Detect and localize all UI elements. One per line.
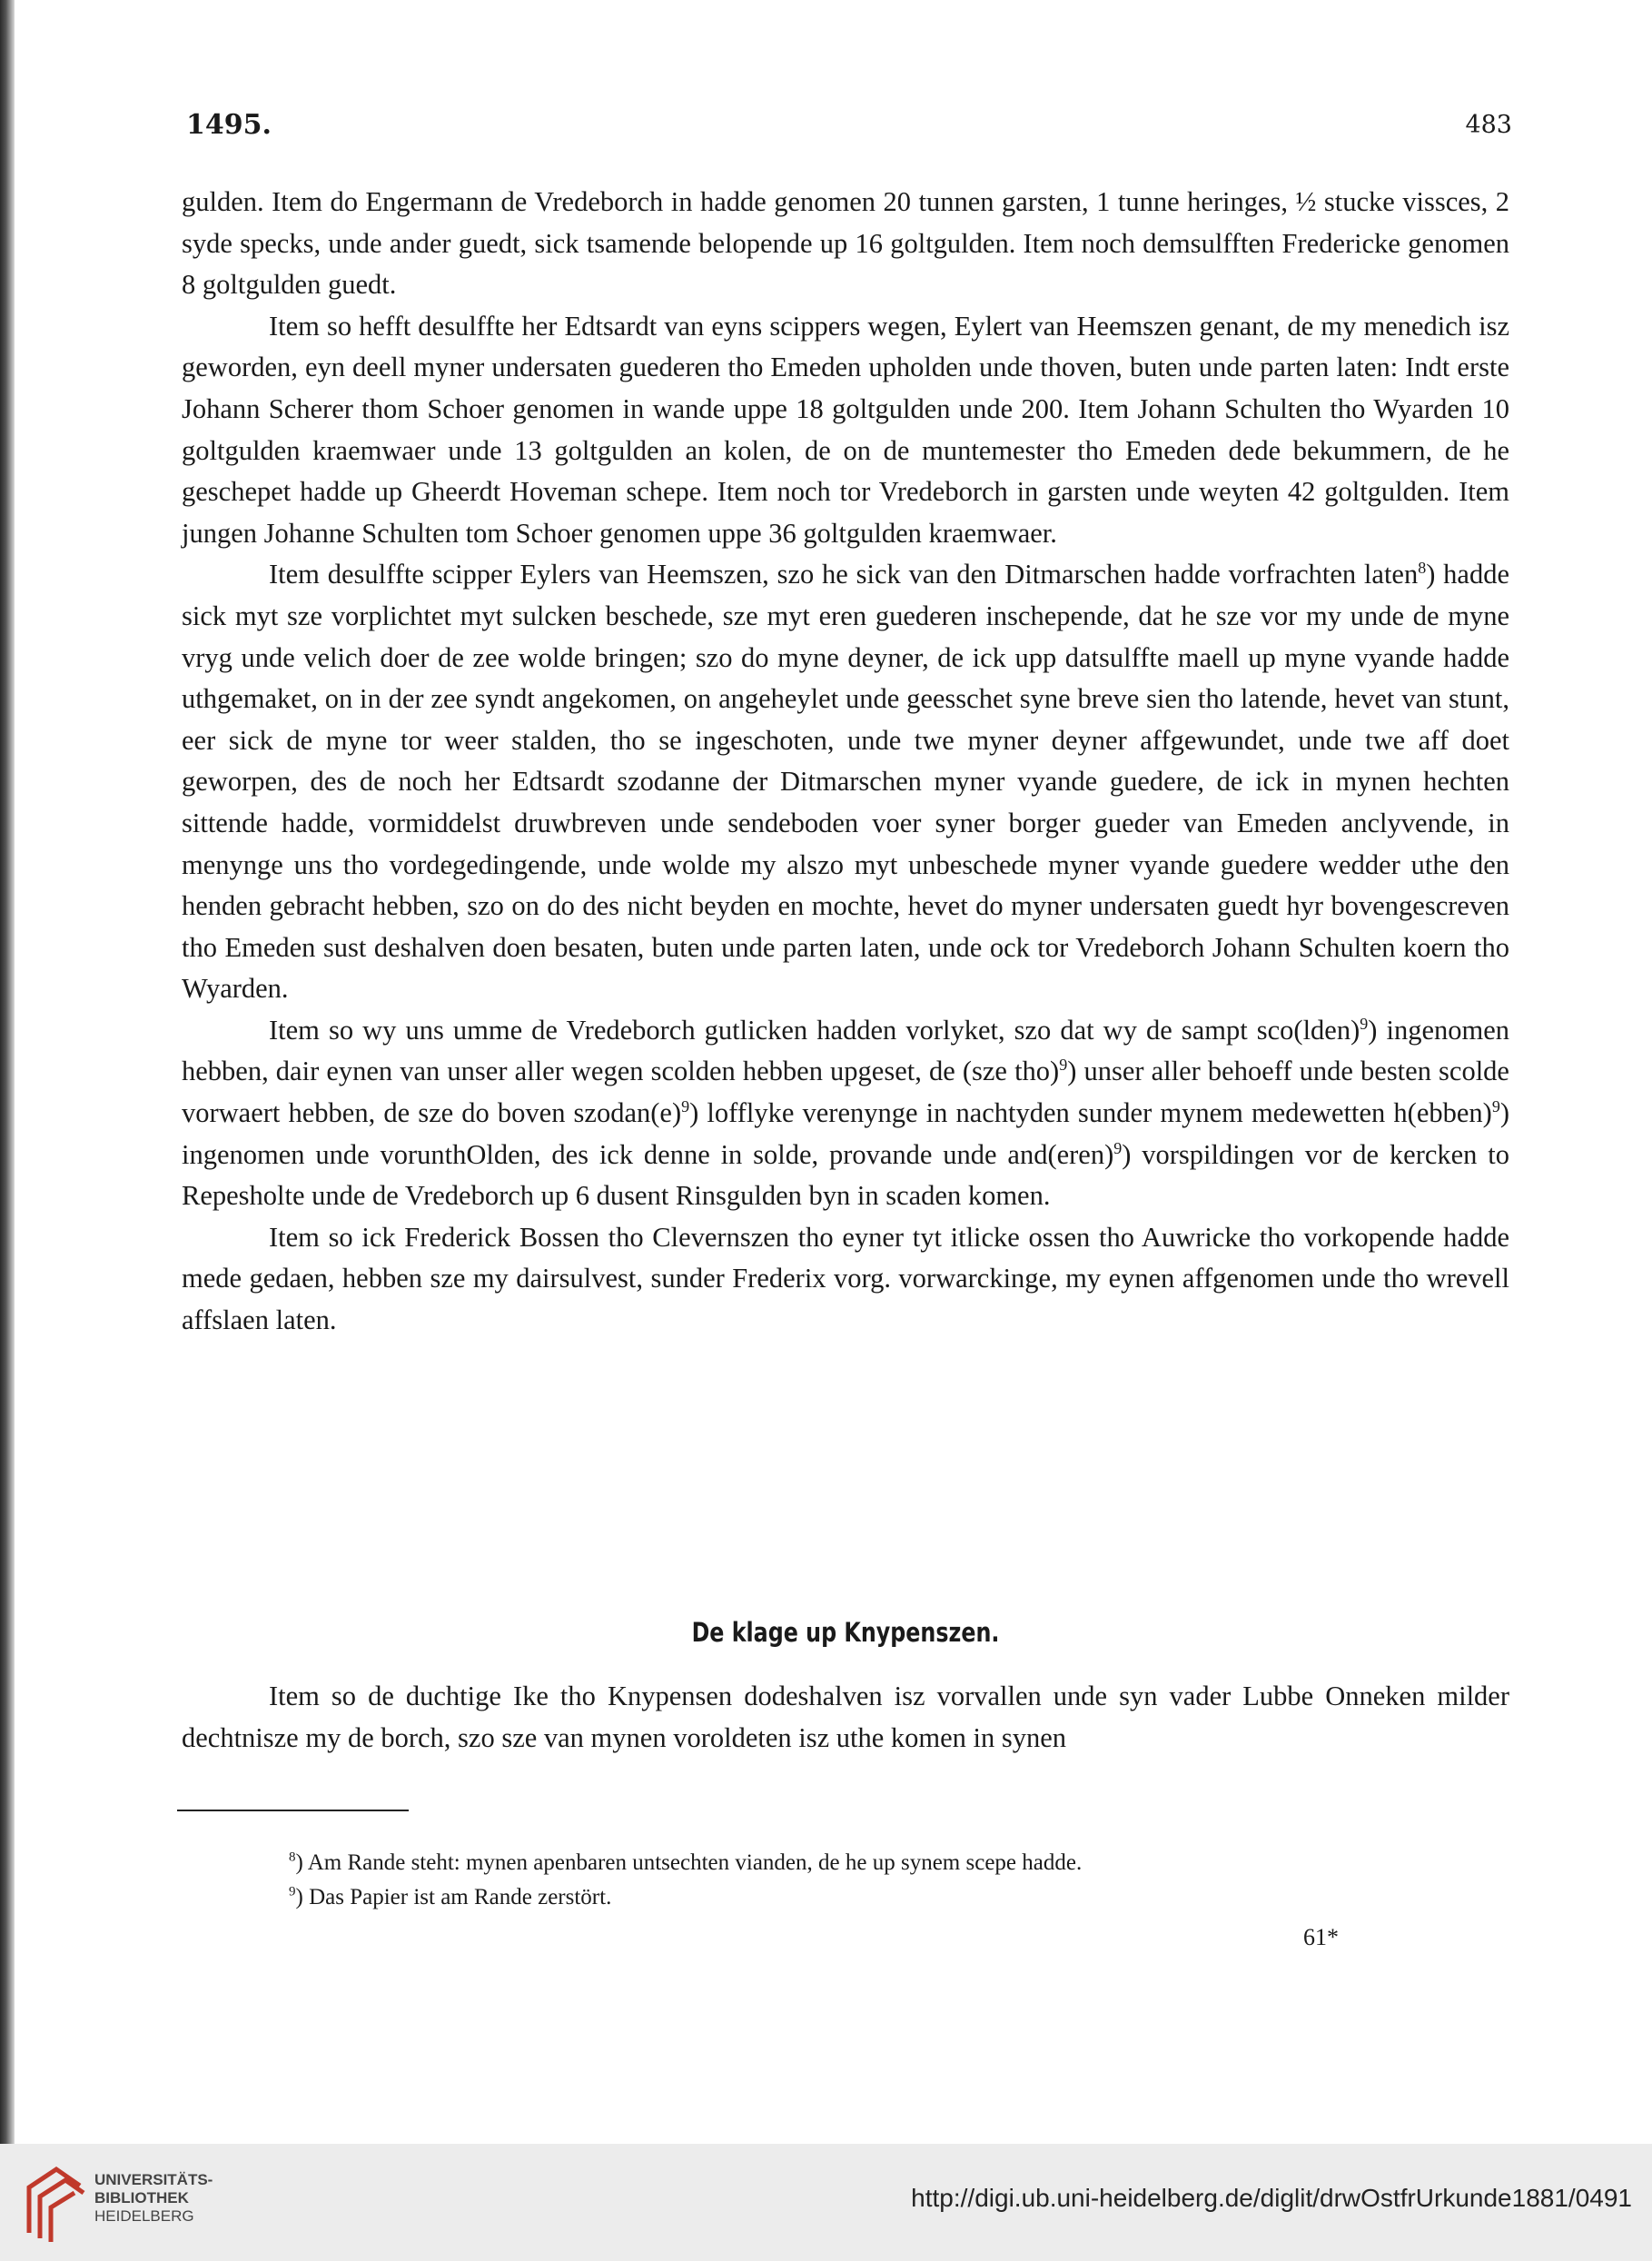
- footnote-text: ) Das Papier ist am Rande zerstört.: [295, 1885, 612, 1909]
- paragraph-1: gulden. Item do Engermann de Vredeborch in hadde genomen 20 tunnen garsten, 1 tunne heringes, ½ stucke vissces, 2 syde specks, unde ander guedt, sick tsamende belopende up 16 goltgulden. Item noch demsulfften Fredericke genomen 8 goltgulden guedt.: [182, 186, 1509, 301]
- library-name-line: BIBLIOTHEK: [94, 2189, 189, 2206]
- footnote-mark: 9: [289, 1884, 296, 1899]
- footnote-mark: 8: [289, 1849, 296, 1865]
- section-heading: De klage up Knypenszen.: [691, 1617, 1000, 1648]
- footnote-text: ) Am Rande steht: mynen apenbaren untsechten vianden, de he up synem scepe hadde.: [295, 1850, 1083, 1875]
- paragraph-3-part: Item desulffte scipper Eylers van Heemszen, szo he sick van den Ditmarschen hadde vorfrachten laten: [269, 559, 1419, 590]
- permalink-url[interactable]: http://digi.ub.uni-heidelberg.de/diglit/drwOstfrUrkunde1881/0491: [911, 2184, 1632, 2212]
- paragraph-4-part: ) lofflyke verenynge in nachtyden sunder mynem medewetten h(ebben): [689, 1097, 1492, 1129]
- library-logo-icon: [20, 2160, 89, 2244]
- paragraph-3-part: ) hadde sick myt sze vorplichtet myt sulcken beschede, sze myt eren guederen inschepende, dat he sze vor my unde de myne vryg unde velich doer de zee wolde bringen; szo do myne deyner, de ick upp datsulffte maell up myne vyande hadde uthgemaket, on in der zee syndt angekomen, on angeheylet unde geesschet syne breve sien tho latende, hevet van stunt, eer sick de myne tor weer stalden, tho se ingeschoten, unde twe myner deyner affgewundet, unde twe aff doet geworpen, des de noch her Edtsardt szodanne der Ditmarschen myner vyande guedere, de ick in mynen hechten sittende hadde, vormiddelst druwbreven unde sendeboden voer syner borger gueder van Emeden anclyvende, in menynge uns tho vordegedingende, unde wolde my alszo myt unbeschede myner vyande guedere wedder uthe den henden gebracht hebben, szo on do des nicht beyden en mochte, hevet do myner undersaten guedt hyr bovengescreven tho Emeden sust deshalven doen besaten, buten unde parten laten, unde ock tor Vredeborch Johann Schulten koern tho Wyarden.: [182, 559, 1510, 1005]
- scan-edge: [0, 0, 15, 2144]
- footnote-ref: 8: [1418, 559, 1427, 578]
- paragraph-4-part: ) ingenomen unde vorunthOlden, des ick denne in solde, provande unde and(eren): [182, 1097, 1509, 1170]
- paragraph-4: [182, 1010, 1509, 1217]
- library-footer-bar: [0, 2144, 1652, 2261]
- footnote-divider: [177, 1810, 409, 1811]
- footnote-8: [289, 1846, 1469, 1880]
- paragraph-3: [182, 554, 1509, 1010]
- footnote-ref: 9: [1360, 1014, 1369, 1033]
- signature-mark: 61*: [1303, 1924, 1339, 1950]
- library-name-line: HEIDELBERG: [94, 2207, 194, 2225]
- footnote-ref: 9: [1491, 1096, 1500, 1116]
- footnotes: [289, 1846, 1469, 1915]
- paragraph-4-part: ) ingenomen hebben, dair eynen van unser aller wegen scolden hebben upgeset, de (sze tho): [182, 1014, 1510, 1087]
- library-name: [94, 2171, 213, 2226]
- footnote-ref: 9: [681, 1096, 690, 1116]
- footnote-9: [289, 1880, 1469, 1915]
- body-text-2: [182, 1676, 1509, 1759]
- paragraph-2: Item so hefft desulffte her Edtsardt van eyns scippers wegen, Eylert van Heemszen genant, de my menedich isz geworden, eyn deell myner undersaten guederen tho Emeden upholden unde thoven, buten unde parten laten: Indt erste Johann Scherer thom Schoer genomen in wande uppe 18 goltgulden unde 200. Item Johann Schulten tho Wyarden 10 goltgulden kraemwaer unde 13 goltgulden an kolen, de on de muntemester tho Emeden dede bekummern, de he geschepet hadde up Gheerdt Hoveman schepe. Item noch tor Vredeborch in garsten unde weyten 42 goltgulden. Item jungen Johanne Schulten tom Schoer genomen uppe 36 goltgulden kraemwaer.: [182, 310, 1509, 549]
- library-name-line: UNIVERSITÄTS-: [94, 2171, 213, 2188]
- paragraph-4-part: ) vorspildingen vor de kercken to Repesholte unde de Vredeborch up 6 dusent Rinsgulden byn in scaden komen.: [182, 1138, 1509, 1212]
- paragraph-4-part: ) unser aller behoeff unde besten scolde vorwaert hebben, de sze do boven szodan(e): [182, 1056, 1509, 1129]
- page-number: 483: [1465, 111, 1512, 139]
- paragraph-5: Item so ick Frederick Bossen tho Clevernszen tho eyner tyt itlicke ossen tho Auwricke tho vorkopende hadde mede gedaen, hebben sze my dairsulvest, sunder Frederix vorg. vorwarckinge, my eynen affgenomen unde tho wrevell affslaen laten.: [182, 1221, 1509, 1336]
- page-header: [186, 109, 1512, 145]
- paragraph-6: Item so de duchtige Ike tho Knypensen dodeshalven isz vorvallen unde syn vader Lubbe Onneken milder dechtnisze my de borch, szo sze van mynen voroldeten isz uthe komen in synen: [182, 1681, 1509, 1753]
- paragraph-4-part: Item so wy uns umme de Vredeborch gutlicken hadden vorlyket, szo dat wy de sampt sco(lden): [269, 1014, 1360, 1046]
- footnote-ref: 9: [1059, 1056, 1068, 1075]
- footnote-ref: 9: [1113, 1138, 1123, 1157]
- body-text: [182, 182, 1509, 1342]
- header-year: 1495.: [186, 109, 272, 141]
